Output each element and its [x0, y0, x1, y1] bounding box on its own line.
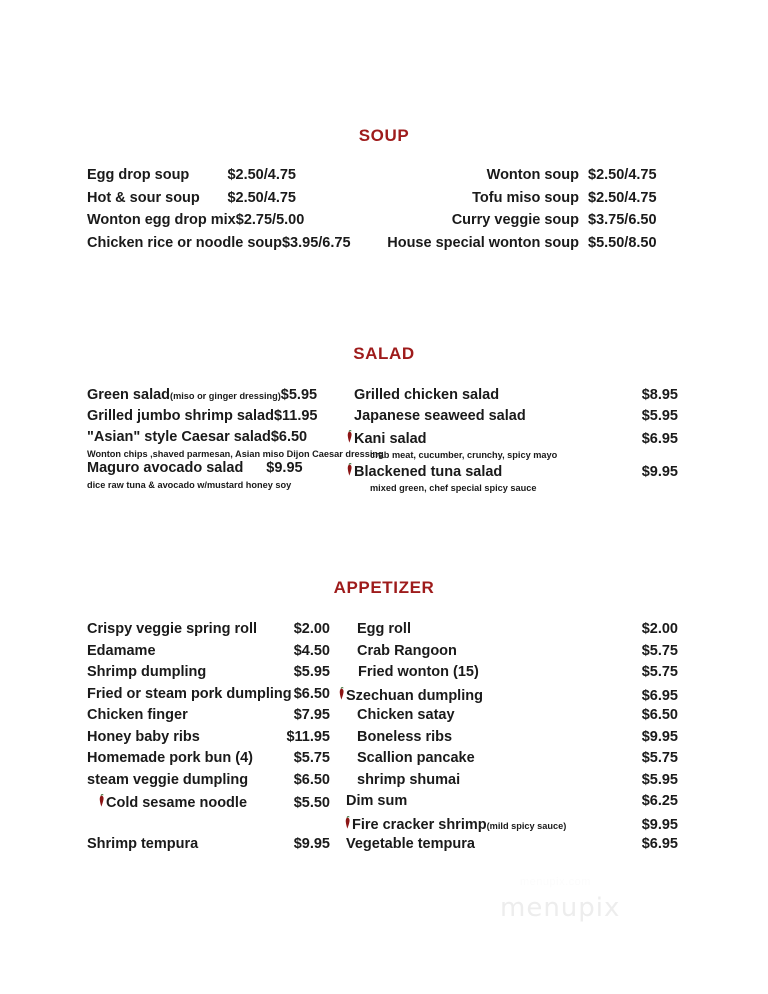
- menu-item-name: Fried or steam pork dumpling: [87, 685, 292, 702]
- menu-item-name: Honey baby ribs: [87, 728, 200, 745]
- menu-item[interactable]: [338, 665, 678, 687]
- menu-item-name: Boneless ribs: [357, 728, 453, 745]
- menu-item-price: $5.50/8.50: [588, 234, 657, 251]
- menu-item-price: $2.75/5.00: [235, 212, 305, 228]
- chili-pepper-icon: [346, 430, 353, 443]
- menu-item[interactable]: [87, 388, 338, 408]
- menu-item-block: [87, 429, 384, 460]
- menu-item-price: $5.75: [641, 642, 678, 659]
- menu-item[interactable]: [87, 730, 330, 752]
- menu-item-name: Crab Rangoon: [357, 642, 457, 659]
- section-salad: [0, 344, 768, 495]
- menu-item-price: $2.50/4.75: [227, 167, 296, 183]
- menu-item-price: $9.95: [266, 459, 303, 476]
- menu-item-price: $8.95: [641, 387, 678, 403]
- menu-item-price: $11.95: [273, 408, 318, 424]
- menu-item-price: $5.50: [293, 795, 330, 811]
- menu-item-price: $9.95: [641, 463, 678, 480]
- menu-item[interactable]: [346, 388, 678, 408]
- menu-item[interactable]: [346, 409, 678, 429]
- menu-item-price: $3.75/6.50: [588, 212, 657, 228]
- appetizer-left-column: [0, 622, 330, 859]
- menu-item[interactable]: [87, 773, 330, 795]
- menu-item-price: $4.50: [293, 642, 330, 659]
- menu-item-price: $6.95: [641, 687, 678, 704]
- menu-item-name: House special wonton soup: [387, 234, 579, 251]
- menu-item[interactable]: [338, 708, 678, 730]
- menu-item-price: $6.25: [641, 793, 678, 809]
- menu-item[interactable]: [338, 816, 678, 838]
- menu-item-name: Cold sesame noodle: [106, 795, 248, 811]
- menu-item-price: $5.95: [641, 408, 678, 424]
- menu-item[interactable]: [87, 191, 296, 209]
- menu-item[interactable]: [87, 708, 330, 730]
- menu-item-name: Curry veggie soup: [451, 212, 579, 228]
- appetizer-right-column: [330, 622, 768, 859]
- menu-item-name: Chicken finger: [87, 707, 188, 723]
- menu-item[interactable]: [87, 665, 330, 687]
- menu-item[interactable]: [87, 430, 338, 450]
- menu-item-name: Egg drop soup: [87, 167, 190, 183]
- section-appetizer: [0, 578, 768, 859]
- menu-item-name: Blackened tuna salad: [354, 463, 503, 480]
- menu-item[interactable]: [296, 213, 676, 231]
- menu-item[interactable]: [346, 430, 678, 450]
- menu-item-block: [87, 461, 338, 491]
- menu-item[interactable]: [338, 794, 678, 816]
- menu-item-price: $5.95: [293, 664, 330, 680]
- menu-item-block: [87, 388, 338, 408]
- menu-item-name: Grilled jumbo shrimp salad: [87, 408, 274, 424]
- menu-item-price: $2.50/4.75: [588, 189, 657, 206]
- menu-item[interactable]: [338, 687, 678, 709]
- menu-item-name: Grilled chicken salad: [354, 387, 500, 403]
- menu-item[interactable]: [296, 191, 676, 209]
- menu-item-name: Vegetable tempura: [346, 836, 475, 852]
- menu-item-price: $9.95: [641, 728, 678, 745]
- row-spacer: [87, 816, 330, 838]
- menu-item-price: $6.50: [293, 685, 330, 702]
- menu-item[interactable]: [87, 234, 351, 254]
- menu-item[interactable]: [338, 622, 678, 644]
- menu-item[interactable]: [338, 837, 678, 859]
- menu-item-name: Wonton soup: [486, 167, 579, 183]
- menu-item[interactable]: [87, 794, 330, 816]
- soup-columns: [0, 168, 768, 258]
- menu-item-block: [346, 430, 678, 461]
- watermark-menupix: menupix: [500, 893, 621, 923]
- menu-item-name: Maguro avocado salad: [87, 459, 244, 476]
- menu-item-description: mixed green, chef special spicy sauce: [370, 482, 537, 493]
- menu-item-price: $2.50/4.75: [227, 189, 296, 206]
- salad-columns: [0, 388, 768, 495]
- menu-item-price: $5.75: [641, 664, 678, 680]
- menu-item-name: Egg roll: [357, 621, 411, 637]
- menu-item-price: $9.95: [641, 816, 678, 833]
- menu-item-price: $6.50: [293, 771, 330, 788]
- menu-item-name: Homemade pork bun (4): [87, 750, 253, 766]
- menu-item-name: Edamame: [87, 642, 156, 659]
- menu-item[interactable]: [87, 687, 330, 709]
- menu-item-price: $6.95: [641, 431, 678, 447]
- chili-pepper-icon: [98, 794, 105, 807]
- menu-item[interactable]: [338, 644, 678, 666]
- menu-item-description: dice raw tuna & avocado w/mustard honey soy: [87, 479, 292, 490]
- menu-item[interactable]: [296, 236, 676, 254]
- salad-left-column: [0, 387, 384, 495]
- soup-left-column: [0, 167, 351, 258]
- section-title-soup: SOUP: [358, 126, 410, 145]
- menu-item-block: [346, 463, 678, 494]
- menu-item-name: Green salad(miso or ginger dressing): [87, 387, 281, 403]
- chili-pepper-icon: [346, 463, 353, 476]
- menu-item-price: $5.95: [280, 387, 318, 403]
- menu-item-name: Kani salad: [354, 431, 427, 447]
- section-title-appetizer: APPETIZER: [333, 578, 435, 597]
- menu-item-block: [346, 388, 678, 408]
- menu-item[interactable]: [87, 751, 330, 773]
- menu-item-name: "Asian" style Caesar salad: [87, 429, 271, 445]
- menu-item-name: shrimp shumai: [357, 771, 461, 788]
- menu-item[interactable]: [87, 644, 330, 666]
- menu-item-name: Szechuan dumpling: [346, 687, 483, 704]
- menu-item-name: Shrimp tempura: [87, 836, 199, 852]
- chili-pepper-icon: [344, 816, 351, 829]
- menu-item-note: (mild spicy sauce): [486, 820, 567, 831]
- section-title-salad: SALAD: [353, 344, 415, 363]
- menu-item-name: Chicken rice or noodle soup: [87, 234, 282, 251]
- menu-item-note: (miso or ginger dressing): [170, 391, 281, 401]
- menu-item-price: $5.75: [641, 750, 678, 766]
- appetizer-columns: [0, 622, 768, 859]
- menu-item-price: $11.95: [286, 728, 330, 745]
- menu-item-price: $9.95: [293, 836, 330, 852]
- menu-item-price: $6.95: [641, 836, 678, 852]
- chili-pepper-icon: [338, 687, 345, 700]
- menu-item-name: Chicken satay: [357, 707, 455, 723]
- menu-item-price: $2.50/4.75: [588, 167, 657, 183]
- menu-item-price: $6.50: [641, 707, 678, 723]
- menu-item-name: Hot & sour soup: [87, 189, 200, 206]
- watermark-url: menupix.com: [520, 876, 591, 888]
- menu-item-name: steam veggie dumpling: [87, 771, 249, 788]
- menu-item-price: $5.95: [641, 771, 678, 788]
- menu-item-price: $2.00: [641, 621, 678, 637]
- menu-item-price: $6.50: [270, 429, 308, 445]
- menu-item-name: Scallion pancake: [357, 750, 475, 766]
- menu-item-name: Tofu miso soup: [472, 189, 579, 206]
- menu-item-description: crab meat, cucumber, crunchy, spicy mayo: [370, 450, 558, 460]
- menu-item[interactable]: [87, 212, 305, 231]
- menu-item[interactable]: [87, 461, 338, 481]
- menu-item[interactable]: [296, 168, 676, 186]
- menu-item-name: Fried wonton (15): [358, 664, 479, 680]
- menu-item-name: Japanese seaweed salad: [354, 408, 526, 424]
- menu-item-description: Wonton chips ,shaved parmesan, Asian miso Dijon Caesar dressing: [87, 449, 384, 459]
- menu-item-name: Dim sum: [346, 793, 408, 809]
- soup-right-column: [296, 168, 768, 258]
- section-soup: [0, 126, 768, 258]
- menu-item-block: [346, 409, 678, 429]
- menu-item-name: Fire cracker shrimp(mild spicy sauce): [352, 816, 567, 833]
- salad-right-column: [338, 388, 768, 495]
- menu-item-price: $5.75: [293, 750, 330, 766]
- menu-item-name: Wonton egg drop mix: [87, 212, 236, 228]
- menu-item-price: $3.95/6.75: [281, 234, 351, 251]
- menu-item[interactable]: [338, 751, 678, 773]
- menu-item-price: $7.95: [293, 707, 330, 723]
- menu-item-price: $2.00: [293, 621, 330, 637]
- menu-item[interactable]: [87, 409, 338, 429]
- menu-item[interactable]: [87, 622, 330, 644]
- menu-item[interactable]: [338, 730, 678, 752]
- menu-item-name: Crispy veggie spring roll: [87, 621, 258, 637]
- menu-item-name: Shrimp dumpling: [87, 664, 207, 680]
- menu-item[interactable]: [338, 773, 678, 795]
- menu-item[interactable]: [87, 168, 296, 186]
- menu-item[interactable]: [346, 463, 678, 483]
- menu-item[interactable]: [87, 837, 330, 859]
- menu-item-block: [87, 409, 338, 429]
